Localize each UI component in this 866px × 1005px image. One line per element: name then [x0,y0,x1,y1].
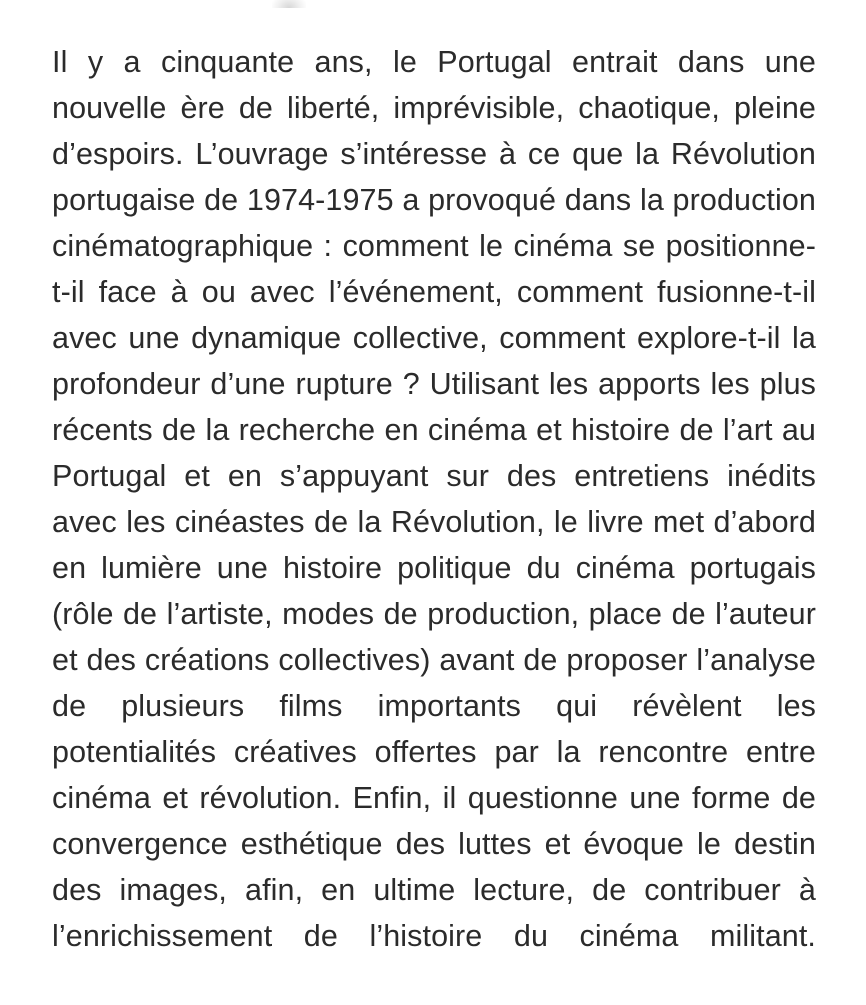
top-edge-artifact [272,0,306,8]
blurb-paragraph: Il y a cinquante ans, le Portugal entrait dans une nouvelle ère de liberté, imprévisible, chaotique, pleine d’espoirs. L’ouvrage s’intéresse à ce que la Révolution portugaise de 1974-1975 a provoqué dans la production cinématographique : comment le cinéma se positionne-t-il face à ou avec l’événement, comment fusionne-t-il avec une dynamique collective, comment explore-t-il la profondeur d’une rupture ? Utilisant les apports les plus récents de la recherche en cinéma et histoire de l’art au Portugal et en s’appuyant sur des entretiens inédits avec les cinéastes de la Révolution, le livre met d’abord en lumière une histoire politique du cinéma portugais (rôle de l’artiste, modes de production, place de l’auteur et des créations collectives) avant de proposer l’analyse de plusieurs films importants qui révèlent les potentialités créatives offertes par la rencontre entre cinéma et révolution. Enfin, il questionne une forme de convergence esthétique des luttes et évoque le destin des images, afin, en ultime lecture, de contribuer à l’enrichissement de l’histoire du cinéma militant. [52,44,816,953]
